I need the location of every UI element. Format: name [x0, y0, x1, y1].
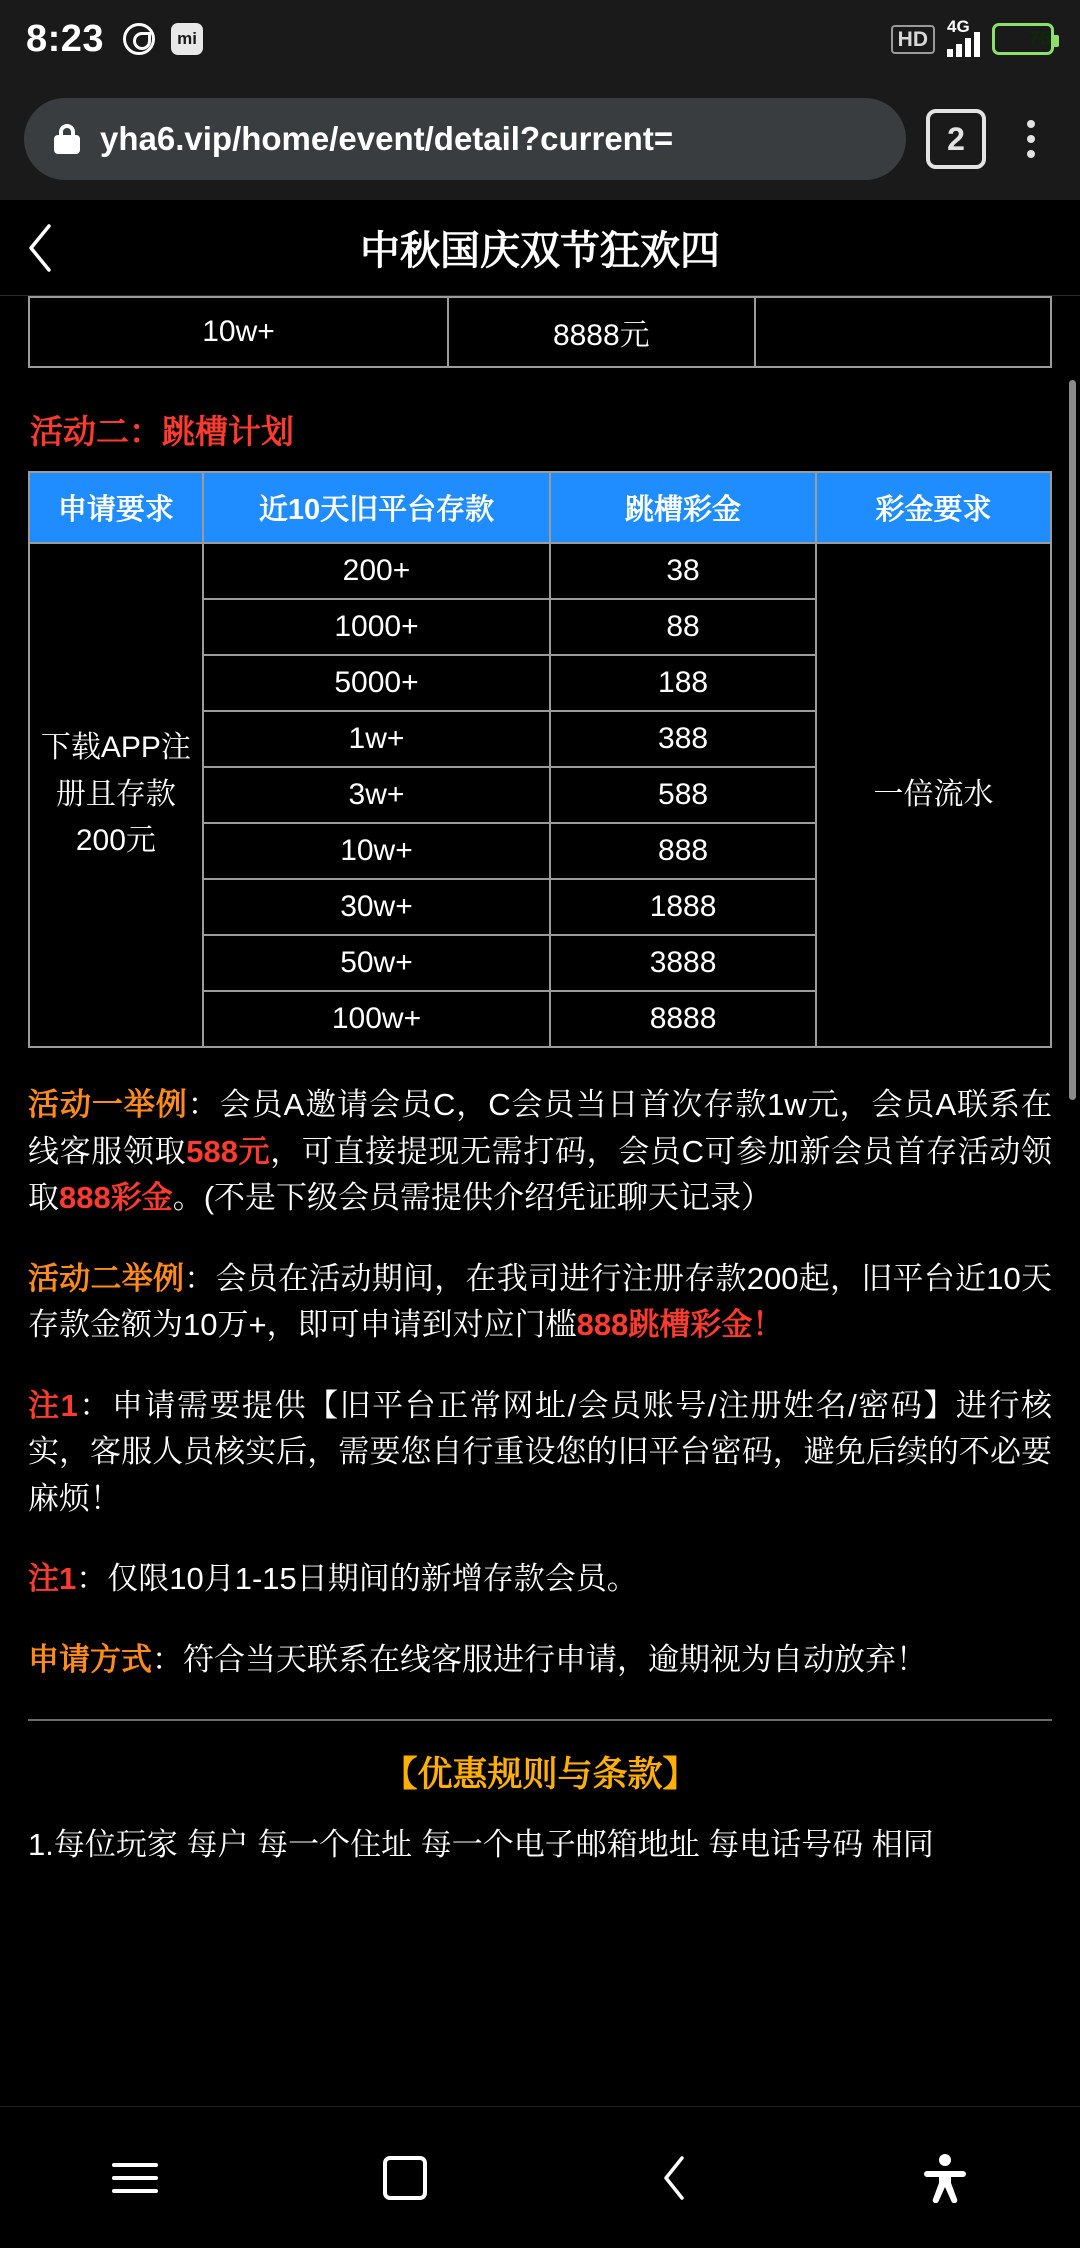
status-left-icons — [122, 22, 204, 56]
home-icon[interactable] — [345, 2128, 465, 2228]
page-scrollbar[interactable] — [1069, 380, 1076, 1100]
status-time: 8:23 — [26, 17, 105, 60]
browser-toolbar — [0, 78, 1080, 200]
address-bar[interactable] — [24, 98, 906, 180]
cell-bonus: 1888 — [550, 879, 816, 935]
cell-bonus: 3888 — [550, 935, 816, 991]
col-header-requirement: 申请要求 — [29, 472, 203, 543]
section-divider — [28, 1719, 1052, 1721]
table-cell: 8888元 — [448, 297, 755, 367]
cell-deposit: 5000+ — [203, 655, 550, 711]
page-header — [0, 200, 1080, 296]
cell-bonus-requirement: 一倍流水 — [816, 543, 1051, 1047]
example2-text-1: ：会员在活动期间，在我司进行注册存款200起，旧平台近10天存款金额为10万+，即可申请到对应门槛 — [28, 1260, 1053, 1342]
col-header-deposit: 近10天旧平台存款 — [203, 472, 550, 543]
rules-title: 【优惠规则与条款】 — [382, 1755, 698, 1794]
lock-icon — [54, 124, 80, 154]
cell-deposit: 3w+ — [203, 767, 550, 823]
table-row — [29, 297, 1051, 367]
cell-bonus: 38 — [550, 543, 816, 599]
cell-bonus: 388 — [550, 711, 816, 767]
url-text: yha6.vip/home/event/detail?current= — [100, 120, 674, 157]
cell-requirement: 下载APP注册且存款200元 — [29, 543, 203, 1047]
example1-highlight-2: 888彩金 — [59, 1180, 173, 1215]
example2-paragraph — [28, 1256, 1052, 1349]
example1-paragraph — [28, 1082, 1052, 1222]
cell-bonus: 8888 — [550, 991, 816, 1047]
page-title: 中秋国庆双节狂欢四 — [360, 229, 720, 273]
activity2-table — [28, 471, 1052, 1048]
col-header-bonus-requirement: 彩金要求 — [816, 472, 1051, 543]
signal-icon: 4G — [947, 21, 980, 57]
page-content — [0, 296, 1080, 2106]
kebab-menu-icon[interactable] — [1006, 109, 1056, 169]
cell-bonus: 888 — [550, 823, 816, 879]
note2-paragraph — [28, 1556, 1052, 1603]
note1-text: ：申请需要提供【旧平台正常网址/会员账号/注册姓名/密码】进行核实，客服人员核实后，需要您自行重设您的旧平台密码，避免后续的不必要麻烦！ — [28, 1387, 1052, 1516]
table-cell: 10w+ — [29, 297, 448, 367]
cell-deposit: 100w+ — [203, 991, 550, 1047]
cell-bonus: 188 — [550, 655, 816, 711]
table-cell — [755, 297, 1051, 367]
cell-bonus: 588 — [550, 767, 816, 823]
note2-label: 注1 — [28, 1561, 77, 1596]
back-chevron-icon[interactable] — [0, 200, 80, 296]
cell-deposit: 30w+ — [203, 879, 550, 935]
cell-deposit: 1w+ — [203, 711, 550, 767]
mi-app-icon: mi — [170, 22, 204, 56]
cell-deposit: 200+ — [203, 543, 550, 599]
note1-label: 注1 — [28, 1387, 78, 1423]
cell-deposit: 1000+ — [203, 599, 550, 655]
example1-text-3: 。(不是下级会员需提供介绍凭证聊天记录） — [172, 1180, 773, 1215]
example1-text-1: ：会员A邀请会员C，C会员当日首次存款1w元，会员A联系在线客服领取 — [28, 1087, 1052, 1169]
cell-bonus: 88 — [550, 599, 816, 655]
status-bar — [0, 0, 1080, 78]
example2-label: 活动二举例 — [28, 1260, 185, 1296]
tab-count-button[interactable]: 2 — [926, 109, 986, 169]
apply-label: 申请方式 — [28, 1641, 152, 1677]
example1-highlight-1: 588元 — [186, 1133, 271, 1169]
cell-deposit: 50w+ — [203, 935, 550, 991]
status-right-icons — [891, 17, 1054, 57]
table-header-row — [29, 472, 1051, 543]
col-header-bonus: 跳槽彩金 — [550, 472, 816, 543]
accessibility-icon[interactable] — [885, 2128, 1005, 2228]
system-nav-bar — [0, 2106, 1080, 2248]
menu-icon[interactable] — [75, 2128, 195, 2228]
back-icon[interactable] — [615, 2128, 735, 2228]
apply-text: ：符合当天联系在线客服进行申请，逾期视为自动放弃！ — [152, 1641, 927, 1677]
activity2-title: 活动二：跳槽计划 — [30, 413, 294, 450]
example1-label: 活动一举例 — [28, 1087, 188, 1122]
note2-text: ：仅限10月1-15日期间的新增存款会员。 — [76, 1561, 638, 1596]
battery-icon: 76 — [992, 23, 1054, 55]
example2-highlight-1: 888跳槽彩金！ — [576, 1307, 784, 1342]
hd-icon: HD — [891, 25, 935, 54]
rules-first-line: 1.每位玩家 每户 每一个住址 每一个电子邮箱地址 每电话号码 相同 — [28, 1827, 934, 1862]
example1-text-2: ，可直接提现无需打码，会员C可参加新会员首存活动领取 — [28, 1133, 1053, 1215]
cell-deposit: 10w+ — [203, 823, 550, 879]
table-row — [29, 543, 1051, 599]
top-table-partial — [28, 296, 1052, 368]
apply-paragraph — [28, 1637, 1052, 1684]
music-circle-icon — [122, 22, 156, 56]
note1-paragraph — [28, 1383, 1052, 1523]
